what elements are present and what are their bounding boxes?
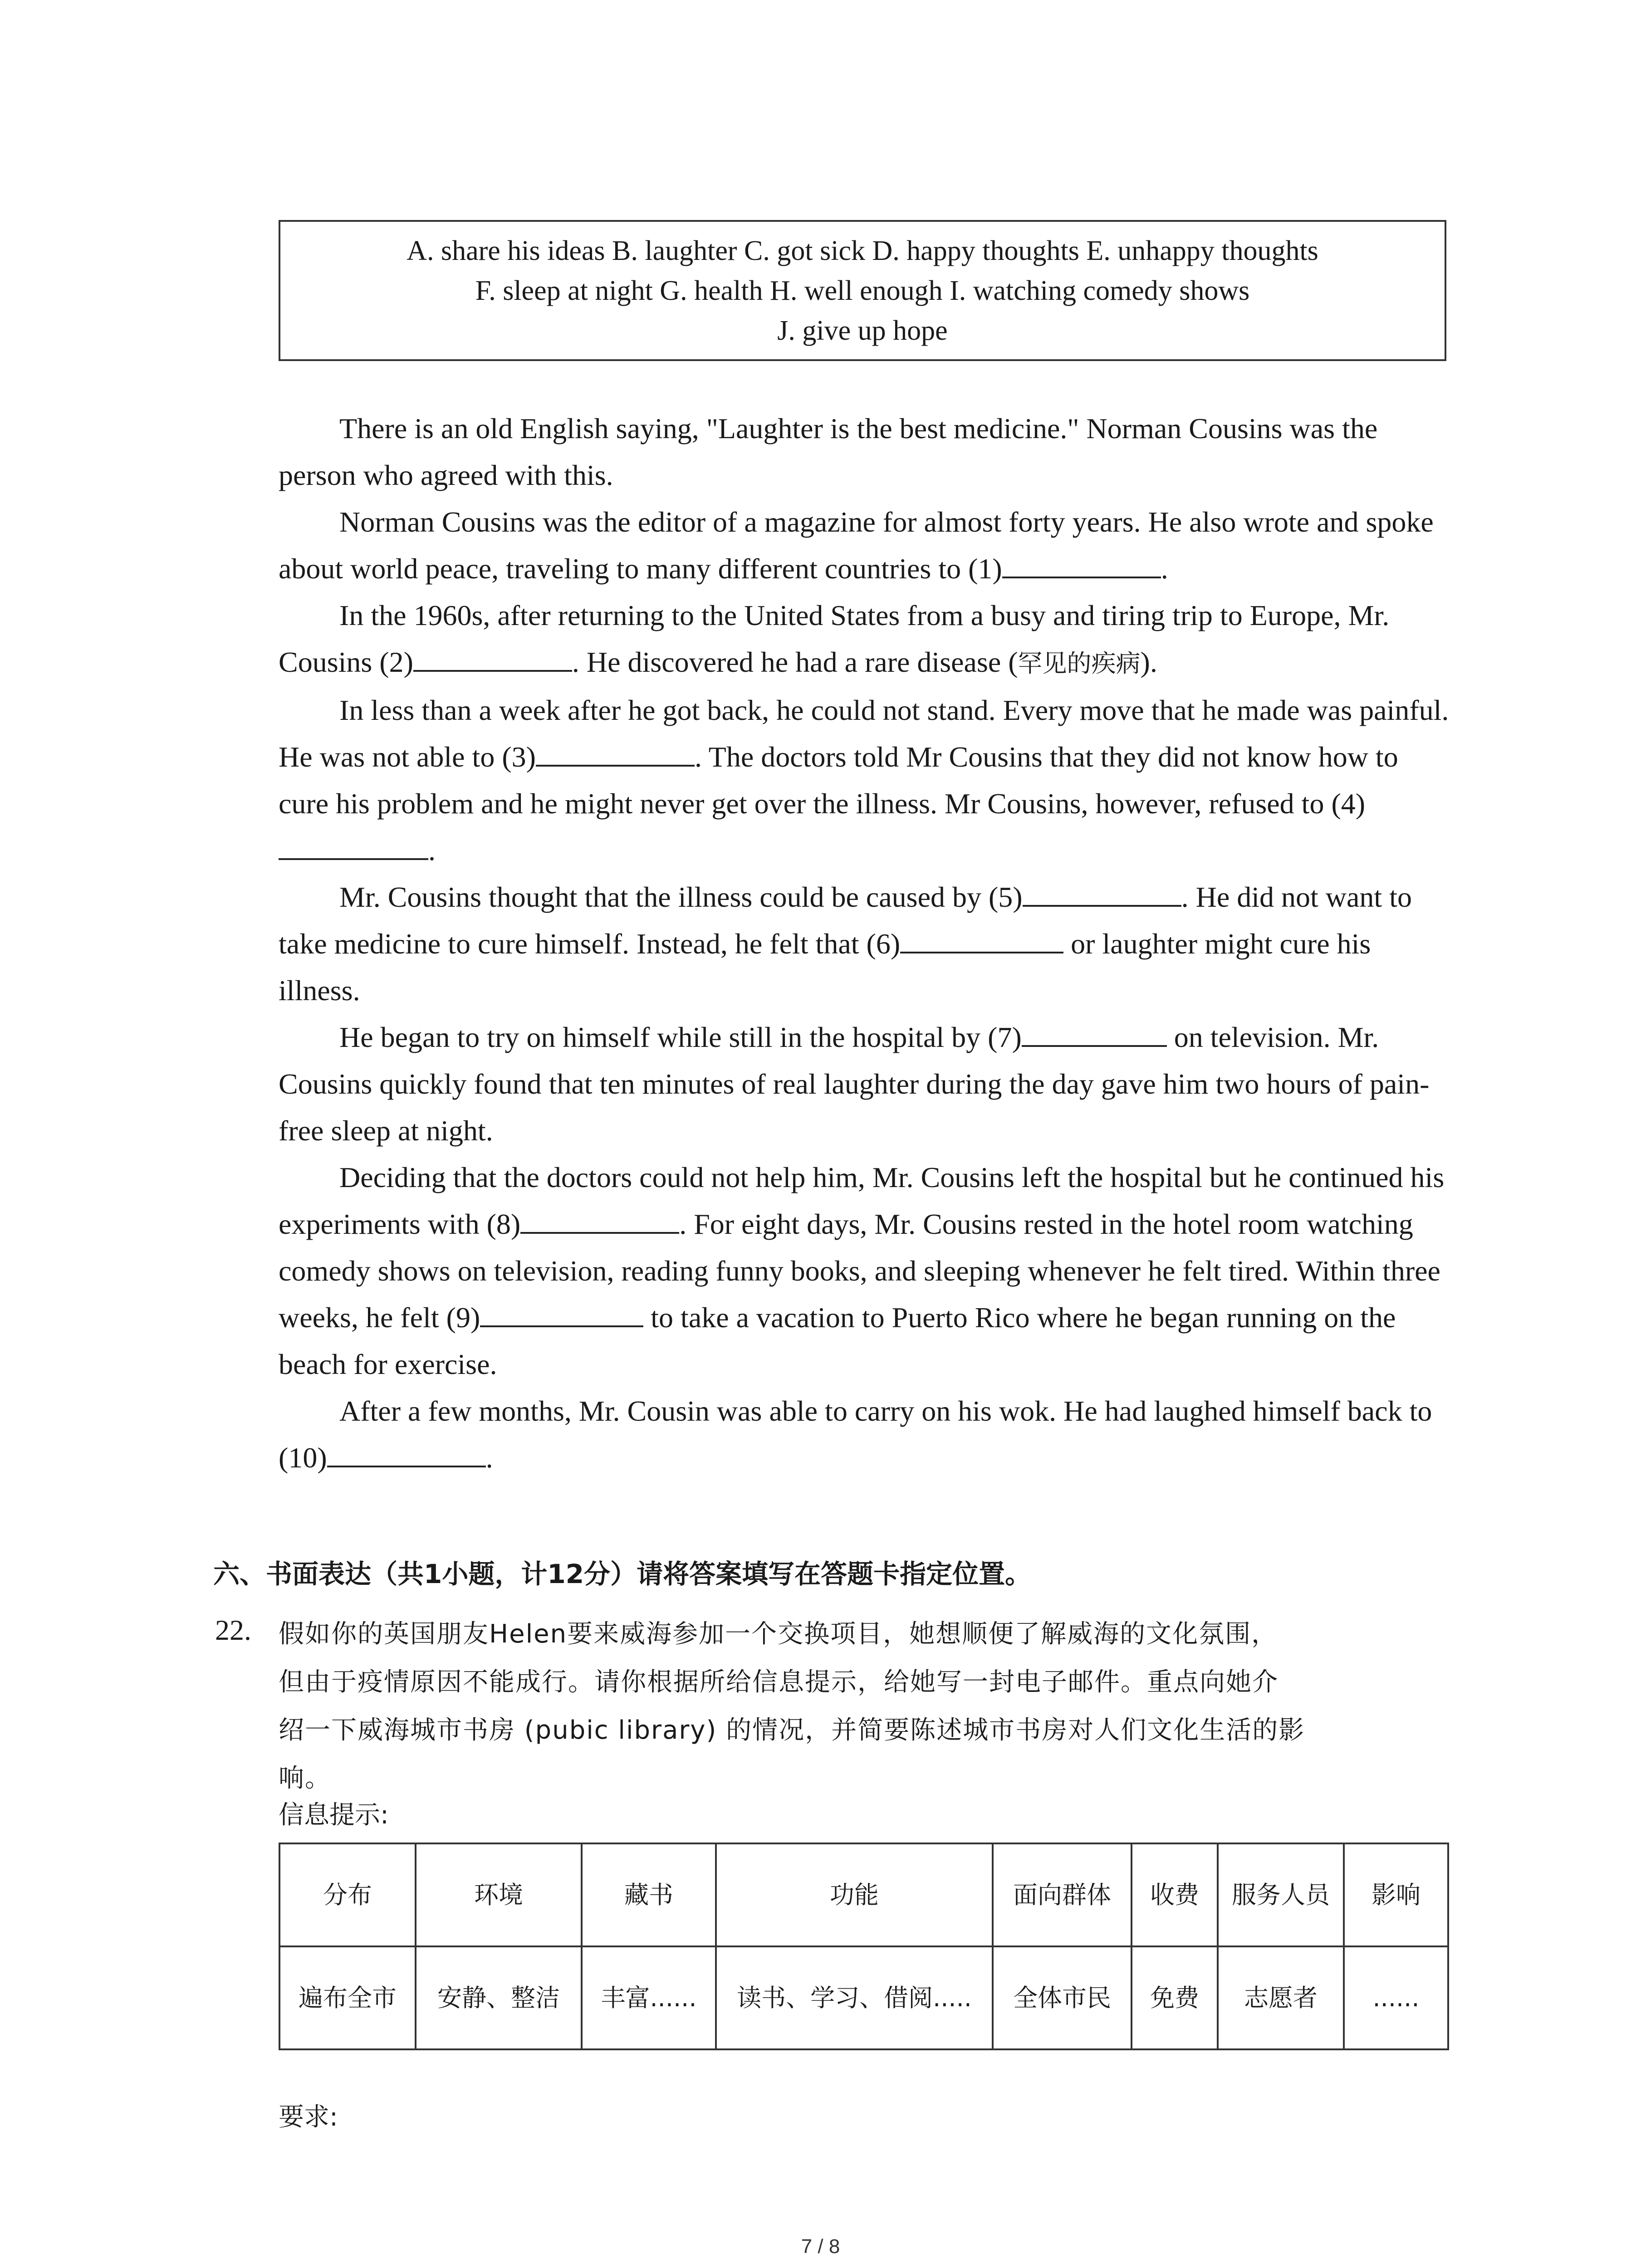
table-row xyxy=(279,1946,1448,2049)
table-header-cell: 面向群体 xyxy=(993,1843,1132,1946)
passage-paragraph-2 xyxy=(279,499,1449,592)
passage-paragraph-8 xyxy=(279,1388,1449,1481)
blank-1[interactable] xyxy=(1002,547,1161,578)
prompt-line-4: 响。 xyxy=(279,1764,331,1793)
page-number: 7 / 8 xyxy=(801,2235,840,2258)
table-header-cell: 服务人员 xyxy=(1218,1843,1344,1946)
passage-text: Deciding that the doctors could not help him, Mr. Cousins left the hospital but he continued his experiments with (8) xyxy=(279,1161,1445,1240)
question-number: 22. xyxy=(215,1614,251,1646)
passage-text: . For eight days, Mr. Cousins rested in the hotel room watching comedy shows on television, reading funny books, and sleeping whenever he felt tired. Within three weeks, he felt (9) xyxy=(279,1208,1440,1334)
passage-text: Mr. Cousins thought that the illness could be caused by (5) xyxy=(339,881,1023,913)
passage-paragraph-6 xyxy=(279,1014,1449,1154)
table-cell: 免费 xyxy=(1132,1946,1218,2049)
passage-text: In the 1960s, after returning to the United States from a busy and tiring trip to Europe, Mr. Cousins (2) xyxy=(279,599,1390,678)
passage-text: or laughter might cure his illness. xyxy=(279,928,1371,1007)
blank-2[interactable] xyxy=(413,640,572,672)
passage-text: Norman Cousins was the editor of a magazine for almost forty years. He also wrote and spoke about world peace, traveling to many different countries to (1) xyxy=(279,506,1434,585)
table-header-row xyxy=(279,1843,1448,1946)
passage-paragraph-5 xyxy=(279,874,1449,1014)
passage-paragraph-7 xyxy=(279,1154,1449,1388)
table-header-cell: 分布 xyxy=(279,1843,416,1946)
word-bank-line-1: A. share his ideas B. laughter C. got sick D. happy thoughts E. unhappy thoughts xyxy=(407,235,1318,266)
blank-9[interactable] xyxy=(480,1295,643,1327)
blank-8[interactable] xyxy=(520,1202,679,1234)
section-heading: 六、书面表达（共1小题，计12分）请将答案填写在答题卡指定位置。 xyxy=(213,1559,1032,1589)
passage-paragraph-1 xyxy=(279,405,1449,499)
blank-4[interactable] xyxy=(279,828,428,860)
blank-10[interactable] xyxy=(327,1436,486,1467)
table-cell: 全体市民 xyxy=(993,1946,1132,2049)
passage-text: After a few months, Mr. Cousin was able to carry on his wok. He had laughed himself back to (10) xyxy=(279,1395,1432,1474)
passage-text: ). xyxy=(1140,646,1157,678)
prompt-line-1: 假如你的英国朋友Helen要来威海参加一个交换项目，她想顺便了解威海的文化氛围， xyxy=(279,1619,1278,1649)
reading-passage xyxy=(279,405,1449,1481)
requirements-label: 要求: xyxy=(279,2102,338,2132)
passage-text: There is an old English saying, "Laughter is the best medicine." Norman Cousins was the person who agreed with this. xyxy=(279,412,1378,491)
passage-text: . xyxy=(428,834,436,866)
word-bank-line-2: F. sleep at night G. health H. well enough I. watching comedy shows xyxy=(475,275,1250,306)
table-cell: ...... xyxy=(1344,1946,1448,2049)
passage-paragraph-4 xyxy=(279,687,1449,874)
blank-3[interactable] xyxy=(536,735,695,767)
table-cell: 志愿者 xyxy=(1218,1946,1344,2049)
passage-text: In less than a week after he got back, he could not stand. Every move that he made was painful. He was not able to (3) xyxy=(279,694,1449,773)
question-prompt xyxy=(279,1610,1458,1803)
passage-text: on television. Mr. Cousins quickly found that ten minutes of real laughter during the day gave him two hours of pain-free sleep at night. xyxy=(279,1021,1430,1147)
passage-text: . xyxy=(1161,552,1168,585)
passage-text: . He did not want to take medicine to cure himself. Instead, he felt that (6) xyxy=(279,881,1412,960)
table-header-cell: 收费 xyxy=(1132,1843,1218,1946)
table-header-cell: 功能 xyxy=(716,1843,993,1946)
passage-text: to take a vacation to Puerto Rico where he began running on the beach for exercise. xyxy=(279,1301,1396,1380)
passage-paragraph-3 xyxy=(279,592,1449,687)
prompt-line-2: 但由于疫情原因不能成行。请你根据所给信息提示，给她写一封电子邮件。重点向她介 xyxy=(279,1667,1279,1697)
table-cell: 遍布全市 xyxy=(279,1946,416,2049)
table-header-cell: 藏书 xyxy=(582,1843,716,1946)
passage-text: . xyxy=(485,1442,493,1474)
table-header-cell: 影响 xyxy=(1344,1843,1448,1946)
passage-text: . He discovered he had a rare disease ( xyxy=(572,646,1018,678)
table-cell: 安静、整洁 xyxy=(416,1946,582,2049)
blank-7[interactable] xyxy=(1022,1015,1167,1047)
prompt-line-3: 绍一下威海城市书房 (pubic library) 的情况，并简要陈述城市书房对人们文化生活的影 xyxy=(279,1716,1305,1745)
word-bank-box xyxy=(279,220,1446,361)
chinese-gloss: 罕见的疾病 xyxy=(1018,649,1141,678)
passage-text: He began to try on himself while still in the hospital by (7) xyxy=(339,1021,1022,1053)
table-cell: 丰富...... xyxy=(582,1946,716,2049)
table-cell: 读书、学习、借阅..... xyxy=(716,1946,993,2049)
word-bank-line-3: J. give up hope xyxy=(777,315,948,346)
info-table xyxy=(279,1843,1449,2050)
hint-label: 信息提示: xyxy=(279,1800,389,1830)
table-header-cell: 环境 xyxy=(416,1843,582,1946)
passage-text: . The doctors told Mr Cousins that they did not know how to cure his problem and he might never get over the illness. Mr Cousins, however, refused to (4) xyxy=(279,741,1398,820)
blank-5[interactable] xyxy=(1023,875,1181,907)
blank-6[interactable] xyxy=(900,922,1063,953)
